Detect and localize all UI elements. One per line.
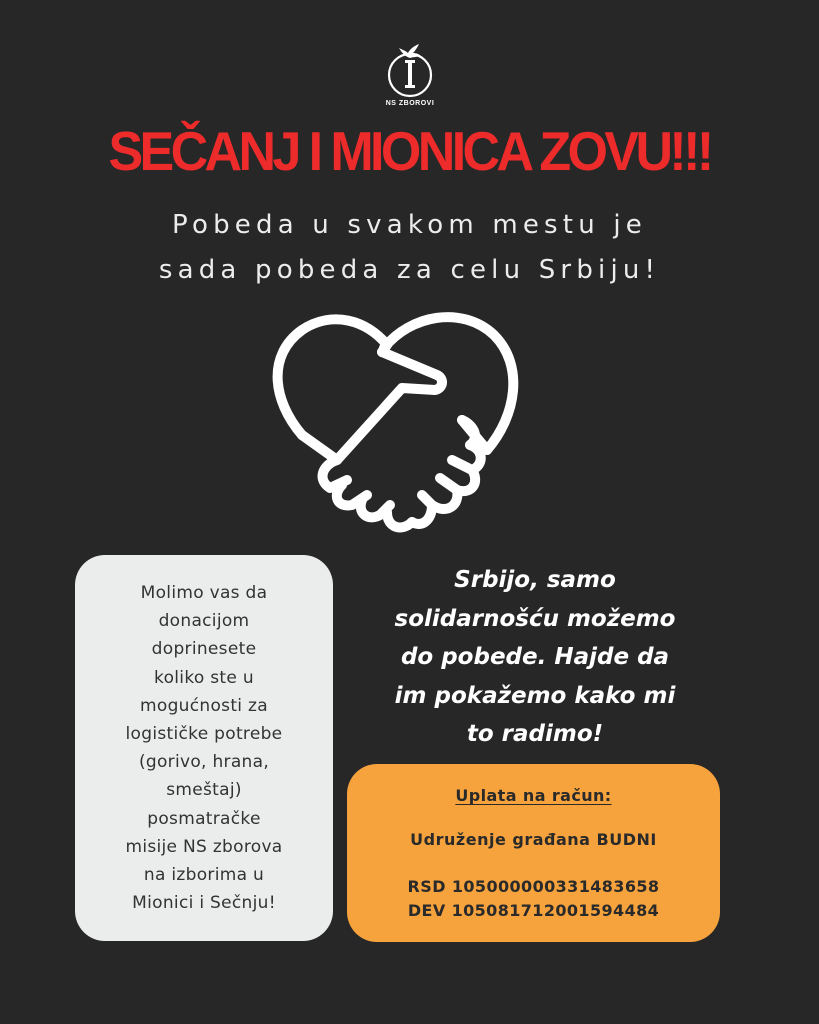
donation-appeal-card: [75, 555, 333, 941]
solidarity-slogan: [340, 561, 730, 754]
appeal-line: koliko ste u: [154, 667, 254, 688]
subtitle-line: Pobeda u svakom mestu je: [172, 210, 647, 240]
slogan-line: solidarnošću možemo: [394, 605, 676, 632]
appeal-line: na izborima u: [143, 865, 265, 886]
account-dev: DEV 105081712001594484: [407, 901, 660, 920]
page-headline: SEČANJ I MIONICA ZOVU!!!: [108, 121, 711, 183]
appeal-line: Mionici i Sečnju!: [132, 893, 276, 914]
slogan-line: do pobede. Hajde da: [400, 644, 670, 670]
subtitle-line: sada pobeda za celu Srbiju!: [158, 255, 661, 285]
appeal-line: posmatračke: [147, 808, 261, 829]
slogan-line: to radimo!: [466, 721, 604, 747]
appeal-line: misije NS zborova: [125, 836, 283, 857]
slogan-line: Srbijo, samo: [454, 567, 616, 593]
appeal-line: logističke potrebe: [125, 724, 283, 745]
appeal-line: Molimo vas da: [140, 583, 268, 603]
appeal-line: mogućnosti za: [140, 695, 268, 716]
slogan-line: im pokažemo kako mi: [394, 682, 676, 709]
account-rsd: RSD 105000000331483658: [407, 877, 660, 896]
appeal-line: doprinesete: [151, 639, 257, 660]
payment-organization: Udruženje građana BUDNI: [410, 830, 657, 849]
appeal-line: smeštaj): [166, 780, 242, 801]
payment-title: Uplata na račun:: [455, 786, 612, 805]
payment-info-card: [347, 764, 720, 942]
appeal-line: (gorivo, hrana,: [138, 752, 270, 773]
logo-label: NS ZBOROVI: [385, 100, 435, 107]
subtitle: [0, 203, 819, 293]
appeal-line: donacijom: [158, 611, 250, 632]
heart-handshake-icon: [262, 300, 524, 540]
